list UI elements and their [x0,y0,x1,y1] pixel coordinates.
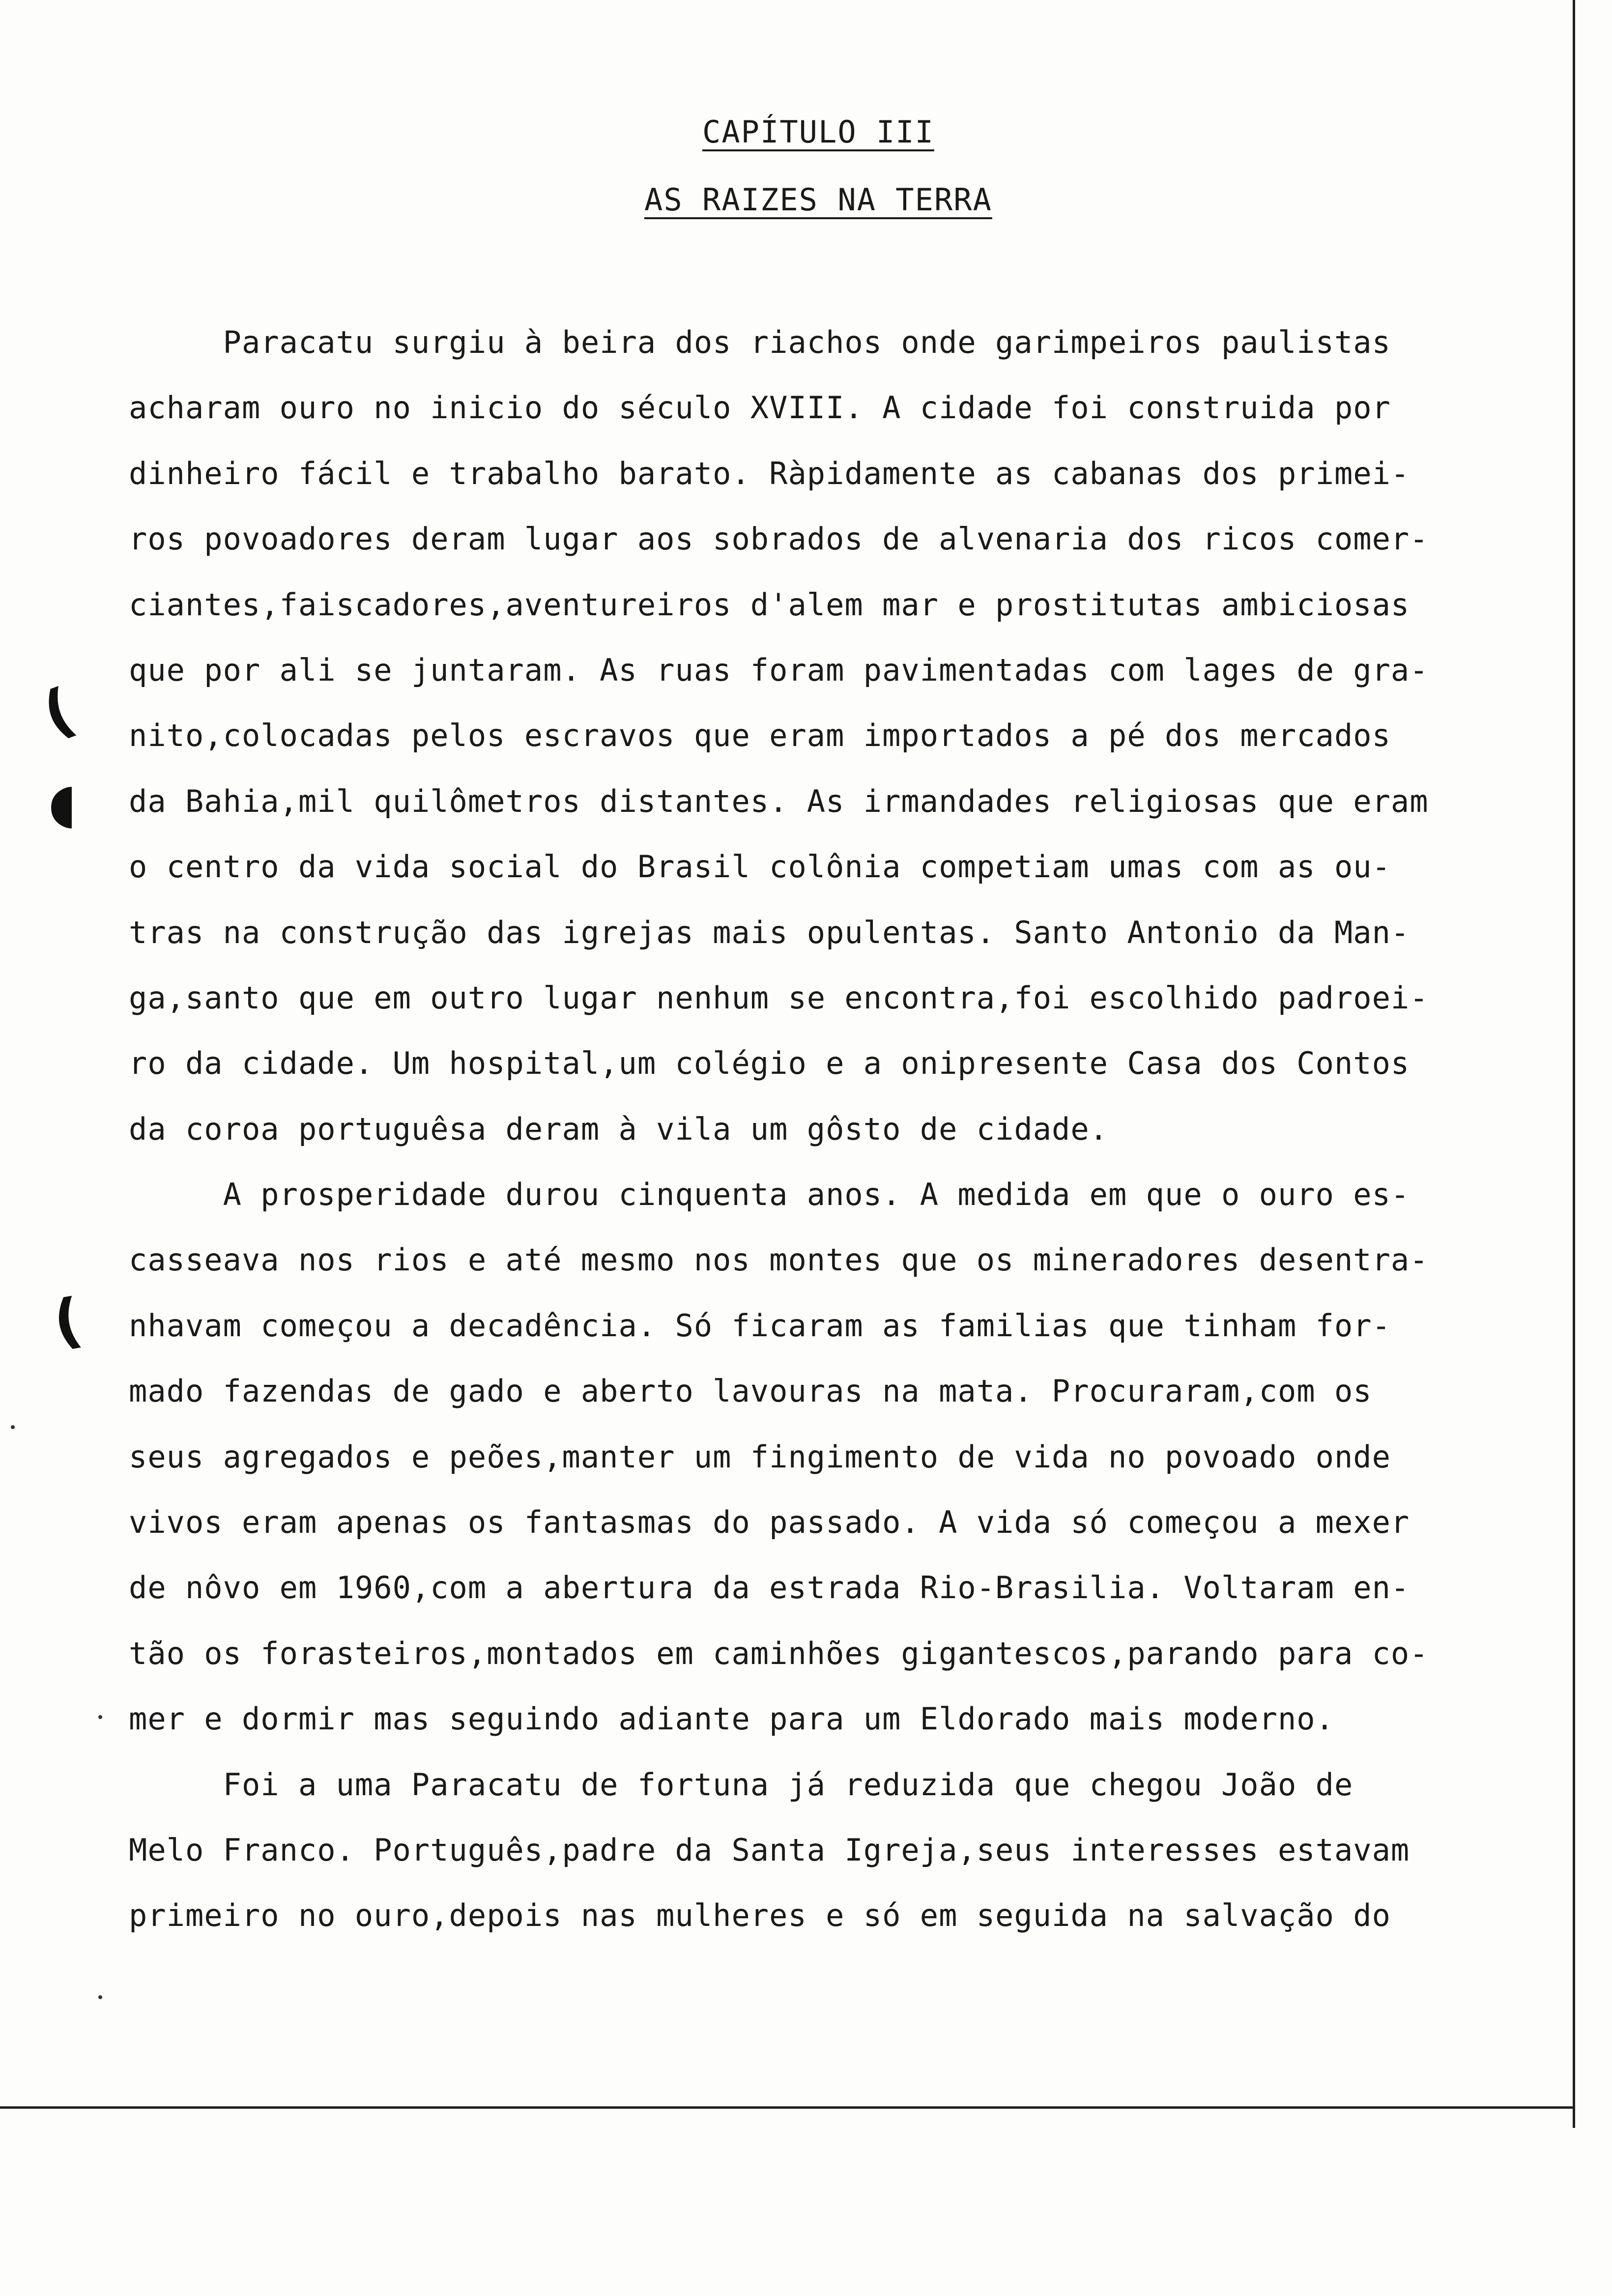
chapter-title: CAPÍTULO III [702,114,934,150]
text-line: casseava nos rios e até mesmo nos montes que os mineradores desentra- [129,1242,1429,1278]
text-line: tras na construção das igrejas mais opulentas. Santo Antonio da Man- [129,914,1410,950]
text-line: mado fazendas de gado e aberto lavouras na mata. Procuraram,com os [129,1373,1372,1409]
text-line: vivos eram apenas os fantasmas do passado. A vida só começou a mexer [129,1504,1410,1541]
text-line: seus agregados e peões,manter um fingimento de vida no povoado onde [129,1438,1391,1475]
text-line: nhavam começou a decadência. Só ficaram as familias que tinham for- [129,1307,1391,1344]
right-edge-rule [1573,0,1575,2128]
bottom-edge-rule [0,2106,1573,2109]
punch-hole-mark-icon: ( [48,1286,87,1358]
ink-speck [98,1715,102,1719]
text-line: Foi a uma Paracatu de fortuna já reduzida que chegou João de [129,1766,1353,1803]
text-line: da coroa portuguêsa deram à vila um gôsto de cidade. [129,1111,1109,1147]
text-line: Paracatu surgiu à beira dos riachos onde garimpeiros paulistas [129,324,1391,360]
text-line: acharam ouro no inicio do século XVIII. A cidade foi construida por [129,390,1391,426]
text-line: Melo Franco. Português,padre da Santa Igreja,seus interesses estavam [129,1832,1410,1868]
text-line: da Bahia,mil quilômetros distantes. As irmandades religiosas que eram [129,783,1429,819]
text-line: primeiro no ouro,depois nas mulheres e só em seguida na salvação do [129,1897,1391,1934]
chapter-subtitle: AS RAIZES NA TERRA [644,182,992,218]
punch-hole-mark-icon: ◖ [48,772,77,834]
ink-speck [98,1995,102,1999]
text-line: mer e dormir mas seguindo adiante para um Eldorado mais moderno. [129,1701,1334,1737]
text-line: ro da cidade. Um hospital,um colégio e a onipresente Casa dos Contos [129,1045,1410,1082]
ink-speck [11,1425,15,1429]
text-line: o centro da vida social do Brasil colônia competiam umas com as ou- [129,849,1391,885]
text-line: ros povoadores deram lugar aos sobrados de alvenaria dos ricos comer- [129,521,1429,557]
body-text [129,310,1539,1949]
text-line: A prosperidade durou cinquenta anos. A medida em que o ouro es- [129,1177,1410,1213]
text-line: de nôvo em 1960,com a abertura da estrada Rio-Brasilia. Voltaram en- [129,1570,1410,1606]
text-line: nito,colocadas pelos escravos que eram importados a pé dos mercados [129,718,1391,754]
text-line: ga,santo que em outro lugar nenhum se encontra,foi escolhido padroei- [129,979,1429,1016]
text-line: ciantes,faiscadores,aventureiros d'alem mar e prostitutas ambiciosas [129,586,1410,623]
text-line: que por ali se juntaram. As ruas foram pavimentadas com lages de gra- [129,652,1429,688]
text-line: tão os forasteiros,montados em caminhões gigantescos,parando para co- [129,1635,1429,1671]
text-line: dinheiro fácil e trabalho barato. Ràpidamente as cabanas dos primei- [129,455,1410,491]
punch-hole-mark-icon: ( [34,675,83,749]
